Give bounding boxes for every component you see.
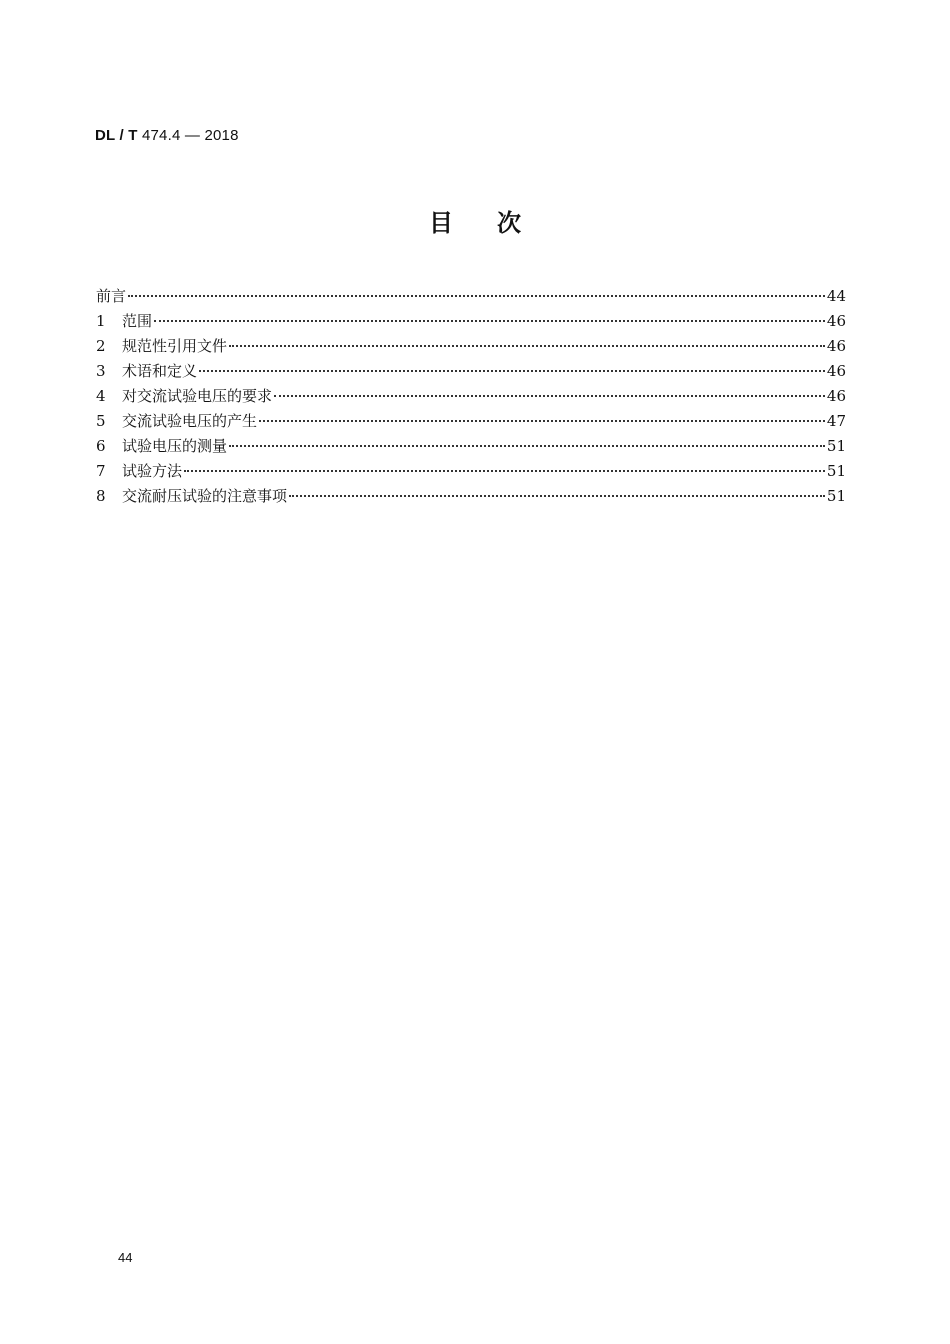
toc-dot-leader xyxy=(289,494,825,497)
toc-entry-5[interactable] xyxy=(96,409,846,434)
toc-entry-label: 前言 xyxy=(96,287,127,305)
toc-entry-number: 1 xyxy=(96,312,106,330)
toc-title: 目次 xyxy=(429,209,565,237)
toc-entry-7[interactable] xyxy=(96,459,846,484)
toc-entry-label: 术语和定义 xyxy=(122,362,198,380)
toc-dot-leader xyxy=(229,344,825,347)
toc-dot-leader xyxy=(229,444,825,447)
toc-entry-foreword[interactable] xyxy=(96,284,846,309)
toc-entry-4[interactable] xyxy=(96,384,846,409)
document-code-number: 474.4 — 2018 xyxy=(141,127,239,144)
toc-entry-page: 46 xyxy=(826,337,846,355)
toc-entry-label: 试验方法 xyxy=(122,462,183,480)
toc-entry-label: 对交流试验电压的要求 xyxy=(122,387,273,405)
toc-entry-2[interactable] xyxy=(96,334,846,359)
toc-entry-page: 51 xyxy=(826,487,846,505)
toc-entry-1[interactable] xyxy=(96,309,846,334)
document-code xyxy=(95,127,239,144)
toc-entry-page: 46 xyxy=(826,362,846,380)
toc-dot-leader xyxy=(274,394,825,397)
toc-entry-number: 8 xyxy=(96,487,106,505)
toc-dot-leader xyxy=(199,369,825,372)
toc-entry-number: 2 xyxy=(96,337,106,355)
toc-entry-label: 范围 xyxy=(122,312,153,330)
toc-dot-leader xyxy=(184,469,825,472)
toc-dot-leader xyxy=(128,294,825,297)
toc-entry-6[interactable] xyxy=(96,434,846,459)
table-of-contents xyxy=(96,284,846,509)
toc-entry-page: 46 xyxy=(826,387,846,405)
toc-entry-number: 6 xyxy=(96,437,106,455)
toc-entry-number: 4 xyxy=(96,387,106,405)
toc-entry-number: 5 xyxy=(96,412,106,430)
toc-entry-number: 3 xyxy=(96,362,106,380)
toc-entry-label: 试验电压的测量 xyxy=(122,437,228,455)
toc-entry-label: 规范性引用文件 xyxy=(122,337,228,355)
toc-entry-8[interactable] xyxy=(96,484,846,509)
toc-dot-leader xyxy=(259,419,825,422)
toc-entry-page: 46 xyxy=(826,312,846,330)
toc-dot-leader xyxy=(154,319,825,322)
toc-entry-3[interactable] xyxy=(96,359,846,384)
toc-entry-page: 51 xyxy=(826,437,846,455)
toc-entry-page: 44 xyxy=(826,287,846,305)
toc-entry-page: 47 xyxy=(826,412,846,430)
toc-entry-label: 交流耐压试验的注意事项 xyxy=(122,487,288,505)
toc-entry-label: 交流试验电压的产生 xyxy=(122,412,258,430)
toc-entry-number: 7 xyxy=(96,462,106,480)
document-code-prefix: DL / T xyxy=(95,127,138,144)
toc-entry-page: 51 xyxy=(826,462,846,480)
page-number: 44 xyxy=(118,1250,133,1265)
